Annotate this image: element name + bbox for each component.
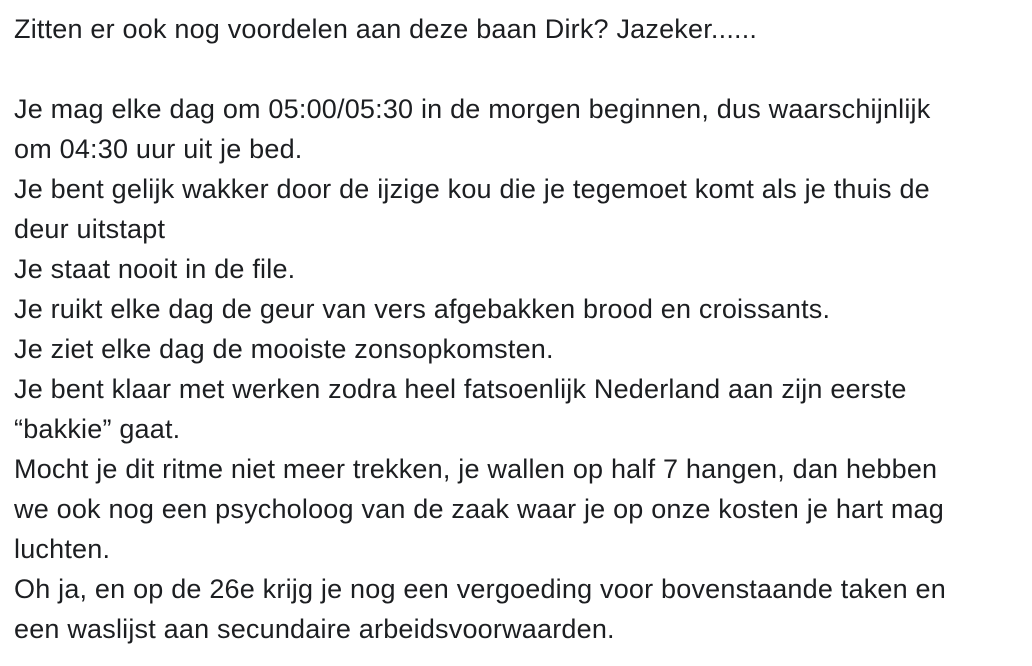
text-line: Je bent klaar met werken zodra heel fatsoenlijk Nederland aan zijn eerste <box>14 374 907 404</box>
text-line: Je ruikt elke dag de geur van vers afgebakken brood en croissants. <box>14 294 831 324</box>
text-line: Zitten er ook nog voordelen aan deze baan Dirk? Jazeker...... <box>14 14 758 44</box>
text-line: Je ziet elke dag de mooiste zonsopkomsten. <box>14 334 554 364</box>
text-line: Mocht je dit ritme niet meer trekken, je wallen op half 7 hangen, dan hebben <box>14 454 938 484</box>
text-line: “bakkie” gaat. <box>14 414 181 444</box>
text-line: deur uitstapt <box>14 214 166 244</box>
text-line: om 04:30 uur uit je bed. <box>14 134 303 164</box>
text-line: Je bent gelijk wakker door de ijzige kou die je tegemoet komt als je thuis de <box>14 174 930 204</box>
text-line: een waslijst aan secundaire arbeidsvoorwaarden. <box>14 614 615 644</box>
text-line: Oh ja, en op de 26e krijg je nog een vergoeding voor bovenstaande taken en <box>14 574 946 604</box>
blank-line <box>14 49 1018 89</box>
text-line: Je mag elke dag om 05:00/05:30 in de morgen beginnen, dus waarschijnlijk <box>14 94 931 124</box>
text-line: luchten. <box>14 534 111 564</box>
text-line: we ook nog een psycholoog van de zaak waar je op onze kosten je hart mag <box>14 494 944 524</box>
text-line: Je staat nooit in de file. <box>14 254 296 284</box>
